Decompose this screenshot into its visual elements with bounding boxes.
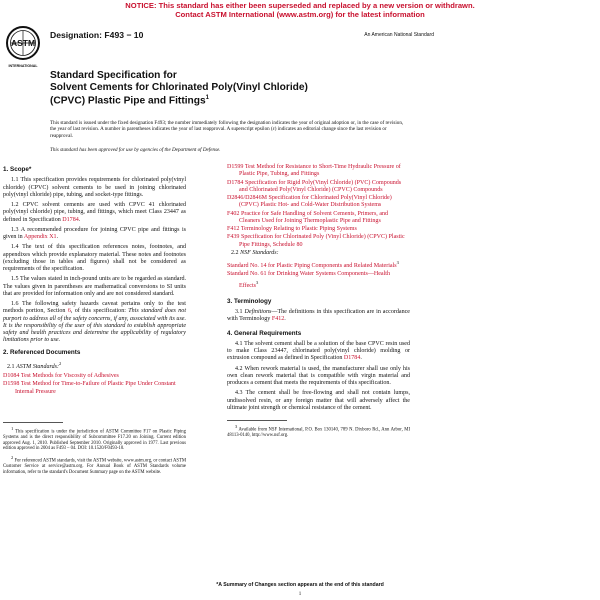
document-title	[50, 70, 430, 107]
page-number: 1	[298, 592, 302, 597]
svg-text:ASTM: ASTM	[10, 38, 36, 48]
section-heading-general-requirements: 4. General Requirements	[227, 329, 302, 337]
designation: Designation: F493 − 10	[50, 30, 144, 40]
summary-of-changes-note: *A Summary of Changes section appears at the end of this standard	[216, 582, 384, 588]
reference-f439[interactable]: F439 Specification for Chlorinated Poly (Vinyl Chloride) (CPVC) Plastic Pipe Fittings, Schedule 80	[227, 234, 405, 248]
astm-logo-icon	[5, 24, 41, 70]
title-line-3: (CPVC) Plastic Pipe and Fittings$^1$	[50, 95, 210, 107]
reference-nsf-61[interactable]: Standard No. 61 for Drinking Water Systems Components—Health Effects$^3$	[227, 271, 390, 289]
notice-line-2: Contact ASTM International (www.astm.org) for the latest information	[175, 10, 425, 19]
paragraph-1-4: 1.4 The text of this specification references notes, footnotes, and appendixes which provide explanatory material. These notes and footnotes (excluding those in tables and figures) shall not be considered as requirements of the specification.	[3, 244, 186, 272]
footnote-divider-right	[227, 420, 287, 421]
title-line-2: Solvent Cements for Chlorinated Poly(Vinyl Chloride)	[50, 81, 308, 93]
dod-approval-statement: This standard has been approved for use by agencies of the Department of Defense.	[50, 147, 221, 153]
svg-text:INTERNATIONAL: INTERNATIONAL	[8, 64, 38, 68]
link-section-6[interactable]: 6	[67, 308, 71, 315]
reference-nsf-14[interactable]: Standard No. 14 for Plastic Piping Components and Related Materials$^3$	[227, 260, 399, 270]
reference-f412[interactable]: F412 Terminology Relating to Plastic Piping Systems	[227, 226, 357, 232]
right-column	[227, 164, 410, 442]
section-heading-scope: 1. Scope*	[3, 166, 32, 173]
reference-d1084[interactable]: D1084 Test Methods for Viscosity of Adhesives	[3, 373, 119, 380]
section-heading-referenced-documents: 2. Referenced Documents	[3, 348, 81, 356]
paragraph-1-6: 1.6 The following safety hazards caveat pertains only to the test methods portion, Section 6, of this specification: This standard does not purport to address all of the safety concerns, if any, associated with its use. It is the responsibility of the user of this standard to establish appropriate safety and health practices and determine the applicability of regulatory limitations prior to use.	[3, 301, 186, 344]
reference-d1784[interactable]: D1784 Specification for Rigid Poly(Vinyl Chloride) (PVC) Compounds and Chlorinated Poly(Vinyl Chloride) (CPVC) Compounds	[227, 179, 402, 193]
reference-d1599[interactable]: D1599 Test Method for Resistance to Short-Time Hydraulic Pressure of Plastic Pipe, Tubing, and Fittings	[227, 164, 401, 178]
footnote-2: $^2$ For referenced ASTM standards, visit the ASTM website, www.astm.org, or contact ASTM Customer Service at service@astm.org. For Annual Book of ASTM Standards volume information, refer to the standard's Document Summary page on the ASTM website.	[3, 455, 186, 476]
paragraph-3-1: 3.1 Definitions—The definitions in this specification are in accordance with Terminology F412.	[227, 309, 410, 323]
title-line-1: Standard Specification for	[50, 70, 177, 81]
paragraph-1-5: 1.5 The values stated in inch-pound units are to be regarded as standard. The values given in parentheses are mathematical conversions to SI units that are provided for information only and are not considered standard.	[3, 276, 186, 297]
paragraph-1-3: 1.3 A recommended procedure for joining CPVC pipe and fittings is given in Appendix X1.	[3, 226, 186, 240]
footnote-1: $^1$ This specification is under the jurisdiction of ASTM Committee F17 on Plastic Piping Systems and is the direct responsibility of Subcommittee F17.20 on Joining. Current edition approved Aug. 1, 2010. Published September 2010. Originally approved in 1977. Last previous edition approved in 2004 as F493 – 04. DOI: 10.1520/F0493-10.	[3, 425, 186, 452]
footnote-3: $^3$ Available from NSF International, P.O. Box 130140, 789 N. Dixboro Rd., Ann Arbor, MI 48113-0140, http://www.nsf.org.	[227, 424, 410, 439]
paragraph-1-1: 1.1 This specification provides requirements for chlorinated poly(vinyl chloride) (CPVC) solvent cements to be used in joining chlorinated poly(vinyl chloride) pipe, tubing, and socket-type fittings.	[3, 177, 186, 198]
section-heading-terminology: 3. Terminology	[227, 297, 272, 305]
supersession-notice	[0, 1, 600, 19]
footnote-divider	[3, 422, 63, 423]
paragraph-4-3: 4.3 The cement shall be free-flowing and shall not contain lumps, undissolved resin, or any foreign matter that will adversely affect the ultimate joint strength or chemical resistance of the cement.	[227, 390, 410, 411]
reference-d2846[interactable]: D2846/D2846M Specification for Chlorinated Poly(Vinyl Chloride) (CPVC) Plastic Hot- and Cold-Water Distribution Systems	[227, 195, 392, 209]
left-column	[3, 164, 186, 479]
reference-d1598[interactable]: D1598 Test Method for Time-to-Failure of Plastic Pipe Under Constant Internal Pressure	[3, 381, 176, 395]
astm-standards-subheading: 2.1 ASTM Standards:$^2$	[7, 360, 62, 370]
notice-line-1: NOTICE: This standard has either been superseded and replaced by a new version or withdrawn.	[125, 1, 475, 10]
nsf-standards-subheading: 2.2 NSF Standards:	[231, 249, 279, 256]
link-appendix-x1[interactable]: Appendix X1	[23, 234, 57, 240]
reference-f402[interactable]: F402 Practice for Safe Handling of Solvent Cements, Primers, and Cleaners Used for Joining Thermoplastic Pipe and Fittings	[227, 210, 389, 224]
american-national-standard-label: An American National Standard	[364, 32, 434, 38]
link-d1784-2[interactable]: D1784	[343, 355, 361, 362]
issuance-statement: This standard is issued under the fixed designation F493; the number immediately following the designation indicates the year of original adoption or, in the case of revision, the year of last revision. A number in parentheses indicates the year of last reapproval. A superscript epsilon (ε) indicates an editorial change since the last revision or reapproval.	[50, 120, 404, 139]
link-f412[interactable]: F412	[271, 316, 285, 323]
link-d1784[interactable]: D1784	[62, 216, 79, 223]
title-footnote-mark: 1	[205, 95, 210, 102]
paragraph-4-2: 4.2 When rework material is used, the manufacturer shall use only his own clean rework material that is compatible with virgin material and produces a cement that meets the requirements of this specification.	[227, 365, 410, 387]
paragraph-4-1: 4.1 The solvent cement shall be a solution of the base CPVC resin used to make Class 23447, chlorinated poly(vinyl chloride) molding or extrusion compound as defined in Specification D1784.	[227, 340, 410, 362]
paragraph-1-2: 1.2 CPVC solvent cements are used with CPVC 41 chlorinated poly(vinyl chloride) pipe, tubing, and fittings, which meet Class 23447 as defined in Specification D1784.	[3, 202, 186, 223]
